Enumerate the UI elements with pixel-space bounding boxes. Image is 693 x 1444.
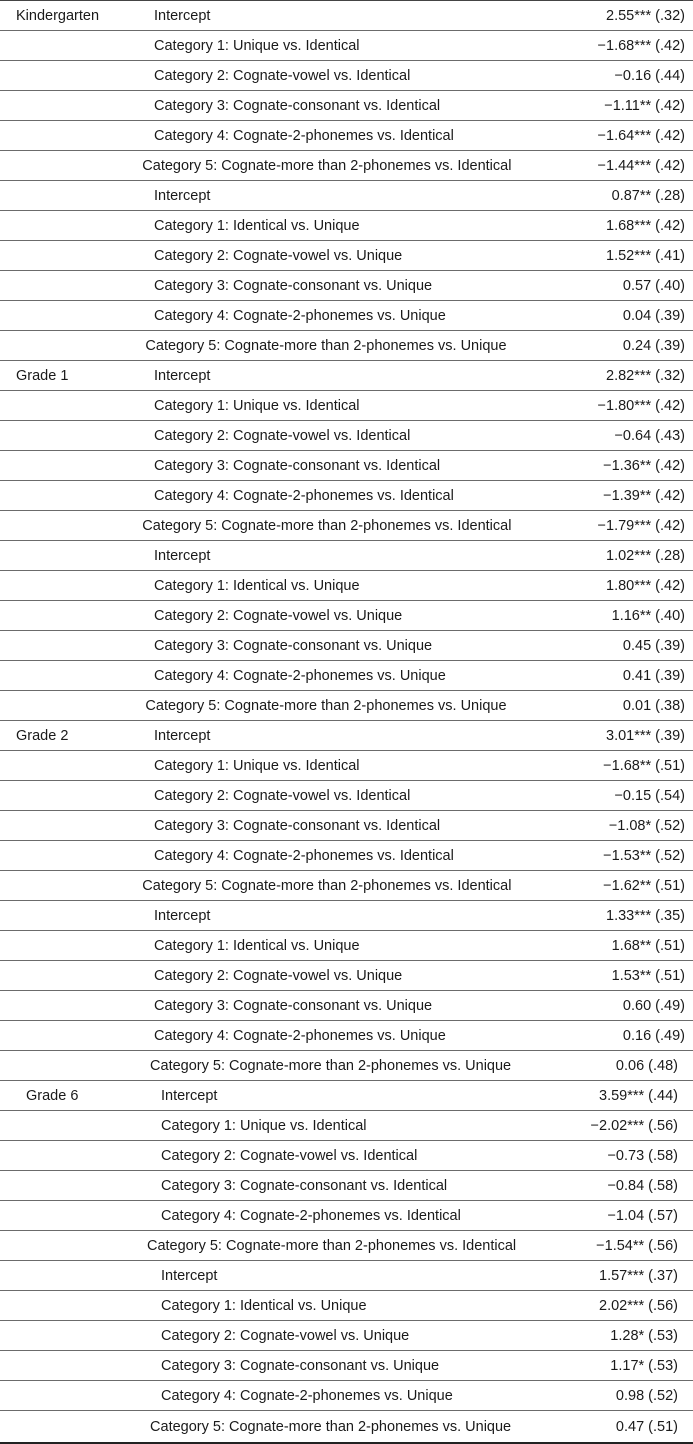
table-row	[0, 1051, 693, 1081]
term-cell: Category 1: Identical vs. Unique	[154, 577, 360, 594]
table-row	[0, 961, 693, 991]
term-cell: Intercept	[161, 1267, 218, 1284]
term-cell: Category 5: Cognate-more than 2-phonemes vs. Unique	[145, 697, 507, 714]
table-row	[0, 451, 693, 481]
table-row	[0, 571, 693, 601]
table-row	[0, 391, 693, 421]
term-cell: Category 3: Cognate-consonant vs. Unique	[161, 1357, 440, 1374]
table-row	[0, 811, 693, 841]
estimate-cell: 1.57*** (.37)	[599, 1267, 678, 1284]
term-cell: Category 3: Cognate-consonant vs. Identical	[154, 817, 441, 834]
term-cell: Category 2: Cognate-vowel vs. Unique	[161, 1327, 410, 1344]
table-row	[0, 541, 693, 571]
estimate-cell: 0.47 (.51)	[615, 1418, 678, 1435]
table-row	[0, 901, 693, 931]
estimate-cell: 0.41 (.39)	[622, 667, 685, 684]
term-cell: Category 2: Cognate-vowel vs. Unique	[154, 247, 403, 264]
table-row	[0, 421, 693, 451]
estimate-cell: −0.73 (.58)	[607, 1147, 678, 1164]
estimate-cell: 1.02*** (.28)	[606, 547, 685, 564]
table-row	[0, 1321, 693, 1351]
term-cell: Intercept	[154, 907, 211, 924]
estimate-cell: 0.01 (.38)	[622, 697, 685, 714]
term-cell: Category 3: Cognate-consonant vs. Identical	[161, 1177, 448, 1194]
term-cell: Category 5: Cognate-more than 2-phonemes vs. Identical	[146, 1237, 517, 1254]
estimate-cell: −0.64 (.43)	[614, 427, 685, 444]
term-cell: Category 1: Unique vs. Identical	[154, 397, 360, 414]
term-cell: Category 2: Cognate-vowel vs. Identical	[154, 427, 411, 444]
estimate-cell: 1.28* (.53)	[610, 1327, 678, 1344]
estimate-cell: −1.36** (.42)	[603, 457, 685, 474]
grade-cell: Grade 2	[16, 727, 69, 744]
table-row	[0, 841, 693, 871]
term-cell: Category 5: Cognate-more than 2-phonemes vs. Unique	[145, 337, 507, 354]
table-row	[0, 1111, 693, 1141]
estimate-cell: −1.79*** (.42)	[597, 517, 685, 534]
estimate-cell: −1.44*** (.42)	[597, 157, 685, 174]
estimate-cell: 2.82*** (.32)	[606, 367, 685, 384]
term-cell: Intercept	[154, 547, 211, 564]
estimate-cell: 0.87** (.28)	[611, 187, 685, 204]
term-cell: Category 5: Cognate-more than 2-phonemes vs. Unique	[150, 1057, 512, 1074]
estimate-cell: −1.54** (.56)	[596, 1237, 678, 1254]
grade-cell: Grade 6	[26, 1087, 79, 1104]
estimate-cell: 1.52*** (.41)	[606, 247, 685, 264]
table-row	[0, 661, 693, 691]
term-cell: Intercept	[161, 1087, 218, 1104]
estimate-cell: −1.80*** (.42)	[597, 397, 685, 414]
term-cell: Category 4: Cognate-2-phonemes vs. Unique	[154, 667, 446, 684]
term-cell: Category 4: Cognate-2-phonemes vs. Unique	[161, 1387, 453, 1404]
estimate-cell: 3.01*** (.39)	[606, 727, 685, 744]
table-row	[0, 931, 693, 961]
estimate-cell: −0.84 (.58)	[607, 1177, 678, 1194]
term-cell: Category 5: Cognate-more than 2-phonemes vs. Identical	[142, 877, 512, 894]
table-row	[0, 1081, 693, 1111]
term-cell: Category 4: Cognate-2-phonemes vs. Identical	[154, 127, 454, 144]
estimate-cell: 3.59*** (.44)	[599, 1087, 678, 1104]
estimate-cell: 1.33*** (.35)	[606, 907, 685, 924]
table-row	[0, 601, 693, 631]
table-row	[0, 721, 693, 751]
table-row	[0, 781, 693, 811]
estimate-cell: 0.60 (.49)	[622, 997, 685, 1014]
term-cell: Category 4: Cognate-2-phonemes vs. Unique	[154, 1027, 446, 1044]
table-row	[0, 301, 693, 331]
term-cell: Category 3: Cognate-consonant vs. Unique	[154, 997, 433, 1014]
term-cell: Category 1: Identical vs. Unique	[161, 1297, 367, 1314]
table-row	[0, 361, 693, 391]
table-row	[0, 1381, 693, 1411]
estimate-cell: 1.68*** (.42)	[606, 217, 685, 234]
estimate-cell: 1.53** (.51)	[611, 967, 685, 984]
table-row	[0, 871, 693, 901]
table-row	[0, 211, 693, 241]
term-cell: Category 4: Cognate-2-phonemes vs. Identical	[154, 847, 454, 864]
estimate-cell: 0.06 (.48)	[615, 1057, 678, 1074]
table-row	[0, 121, 693, 151]
estimate-cell: 1.17* (.53)	[610, 1357, 678, 1374]
table-row	[0, 181, 693, 211]
table-row	[0, 1351, 693, 1381]
table-row	[0, 991, 693, 1021]
term-cell: Category 1: Unique vs. Identical	[154, 757, 360, 774]
grade-cell: Grade 1	[16, 367, 69, 384]
table-row	[0, 631, 693, 661]
table-row	[0, 271, 693, 301]
estimate-cell: 0.16 (.49)	[622, 1027, 685, 1044]
estimate-cell: −1.68** (.51)	[603, 757, 685, 774]
estimate-cell: 1.68** (.51)	[611, 937, 685, 954]
estimate-cell: −1.68*** (.42)	[597, 37, 685, 54]
table-row	[0, 1291, 693, 1321]
term-cell: Category 5: Cognate-more than 2-phonemes vs. Identical	[142, 157, 512, 174]
term-cell: Category 2: Cognate-vowel vs. Identical	[161, 1147, 418, 1164]
estimate-cell: 2.02*** (.56)	[599, 1297, 678, 1314]
term-cell: Category 4: Cognate-2-phonemes vs. Identical	[161, 1207, 461, 1224]
term-cell: Category 3: Cognate-consonant vs. Identical	[154, 457, 441, 474]
table-row	[0, 61, 693, 91]
term-cell: Category 3: Cognate-consonant vs. Identical	[154, 97, 441, 114]
table-row	[0, 691, 693, 721]
estimate-cell: 2.55*** (.32)	[606, 7, 685, 24]
term-cell: Category 2: Cognate-vowel vs. Unique	[154, 607, 403, 624]
table-row	[0, 31, 693, 61]
table-row	[0, 1411, 693, 1442]
term-cell: Category 4: Cognate-2-phonemes vs. Unique	[154, 307, 446, 324]
table-row	[0, 1171, 693, 1201]
table-row	[0, 1201, 693, 1231]
estimate-cell: −1.62** (.51)	[603, 877, 685, 894]
table-row	[0, 241, 693, 271]
estimate-cell: 1.80*** (.42)	[606, 577, 685, 594]
estimate-cell: −2.02*** (.56)	[590, 1117, 678, 1134]
table-row	[0, 751, 693, 781]
term-cell: Category 2: Cognate-vowel vs. Identical	[154, 67, 411, 84]
term-cell: Intercept	[154, 7, 211, 24]
estimate-cell: −1.53** (.52)	[603, 847, 685, 864]
estimate-cell: −1.11** (.42)	[604, 97, 685, 114]
table-row	[0, 1, 693, 31]
table-row	[0, 511, 693, 541]
term-cell: Category 1: Unique vs. Identical	[161, 1117, 367, 1134]
table-row	[0, 151, 693, 181]
estimate-cell: 0.04 (.39)	[622, 307, 685, 324]
grade-cell: Kindergarten	[16, 7, 100, 24]
table-row	[0, 1261, 693, 1291]
estimate-cell: −1.08* (.52)	[608, 817, 685, 834]
estimate-cell: 0.24 (.39)	[622, 337, 685, 354]
estimate-cell: 0.57 (.40)	[622, 277, 685, 294]
table-row	[0, 91, 693, 121]
estimate-cell: −1.64*** (.42)	[597, 127, 685, 144]
term-cell: Intercept	[154, 367, 211, 384]
term-cell: Intercept	[154, 187, 211, 204]
estimate-cell: −1.04 (.57)	[607, 1207, 678, 1224]
estimate-cell: 0.98 (.52)	[615, 1387, 678, 1404]
term-cell: Category 3: Cognate-consonant vs. Unique	[154, 277, 433, 294]
term-cell: Category 1: Identical vs. Unique	[154, 937, 360, 954]
term-cell: Category 2: Cognate-vowel vs. Unique	[154, 967, 403, 984]
term-cell: Category 5: Cognate-more than 2-phonemes vs. Identical	[142, 517, 512, 534]
term-cell: Category 1: Unique vs. Identical	[154, 37, 360, 54]
table-row	[0, 1141, 693, 1171]
estimate-cell: −1.39** (.42)	[603, 487, 685, 504]
estimate-cell: 1.16** (.40)	[611, 607, 685, 624]
table-row	[0, 481, 693, 511]
term-cell: Category 2: Cognate-vowel vs. Identical	[154, 787, 411, 804]
estimate-cell: 0.45 (.39)	[622, 637, 685, 654]
table-row	[0, 331, 693, 361]
term-cell: Category 5: Cognate-more than 2-phonemes vs. Unique	[150, 1418, 512, 1435]
term-cell: Intercept	[154, 727, 211, 744]
term-cell: Category 4: Cognate-2-phonemes vs. Identical	[154, 487, 454, 504]
table-row	[0, 1021, 693, 1051]
estimate-cell: −0.16 (.44)	[614, 67, 685, 84]
term-cell: Category 1: Identical vs. Unique	[154, 217, 360, 234]
table-row	[0, 1231, 693, 1261]
term-cell: Category 3: Cognate-consonant vs. Unique	[154, 637, 433, 654]
estimate-cell: −0.15 (.54)	[614, 787, 685, 804]
